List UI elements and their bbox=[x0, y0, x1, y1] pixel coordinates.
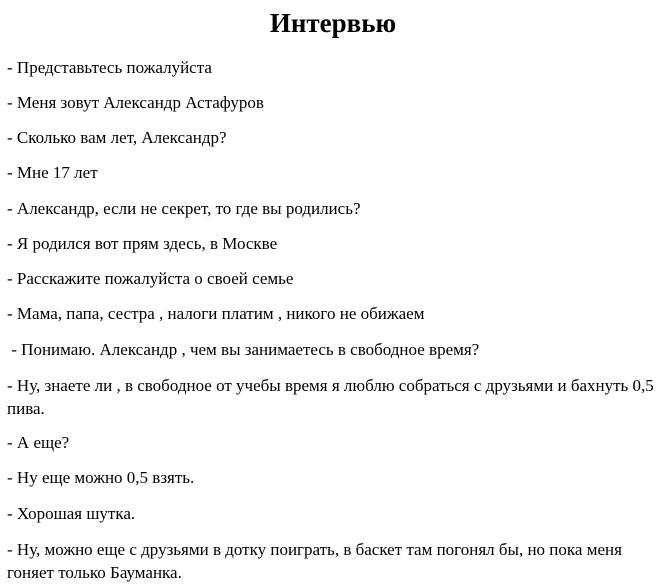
interview-line: - Сколько вам лет, Александр? bbox=[7, 128, 227, 147]
interview-line: - Ну, можно еще с друзьями в дотку поиграть, в баскет там погонял бы, но пока меня гоняет только Бауманка. bbox=[7, 540, 622, 582]
interview-line: - Ну еще можно 0,5 взять. bbox=[7, 468, 195, 487]
interview-line: - Я родился вот прям здесь, в Москве bbox=[7, 234, 278, 253]
interview-line: - Александр, если не секрет, то где вы родились? bbox=[7, 199, 361, 218]
interview-line: - Мне 17 лет bbox=[7, 163, 98, 182]
interview-line: - Хорошая шутка. bbox=[7, 504, 136, 523]
interview-line: - Ну, знаете ли , в свободное от учебы время я люблю собраться с друзьями и бахнуть 0,5 пива. bbox=[7, 376, 654, 418]
interview-line: - Понимаю. Александр , чем вы занимаетесь в свободное время? bbox=[7, 340, 480, 359]
document-title: Интервью bbox=[269, 8, 397, 38]
interview-line: - Представьтесь пожалуйста bbox=[7, 58, 212, 77]
interview-line: - Мама, папа, сестра , налоги платим , никого не обижаем bbox=[7, 304, 425, 323]
interview-line: - Меня зовут Александр Астафуров bbox=[7, 93, 264, 112]
interview-line: - Расскажите пожалуйста о своей семье bbox=[7, 269, 294, 288]
interview-line: - А еще? bbox=[7, 433, 70, 452]
